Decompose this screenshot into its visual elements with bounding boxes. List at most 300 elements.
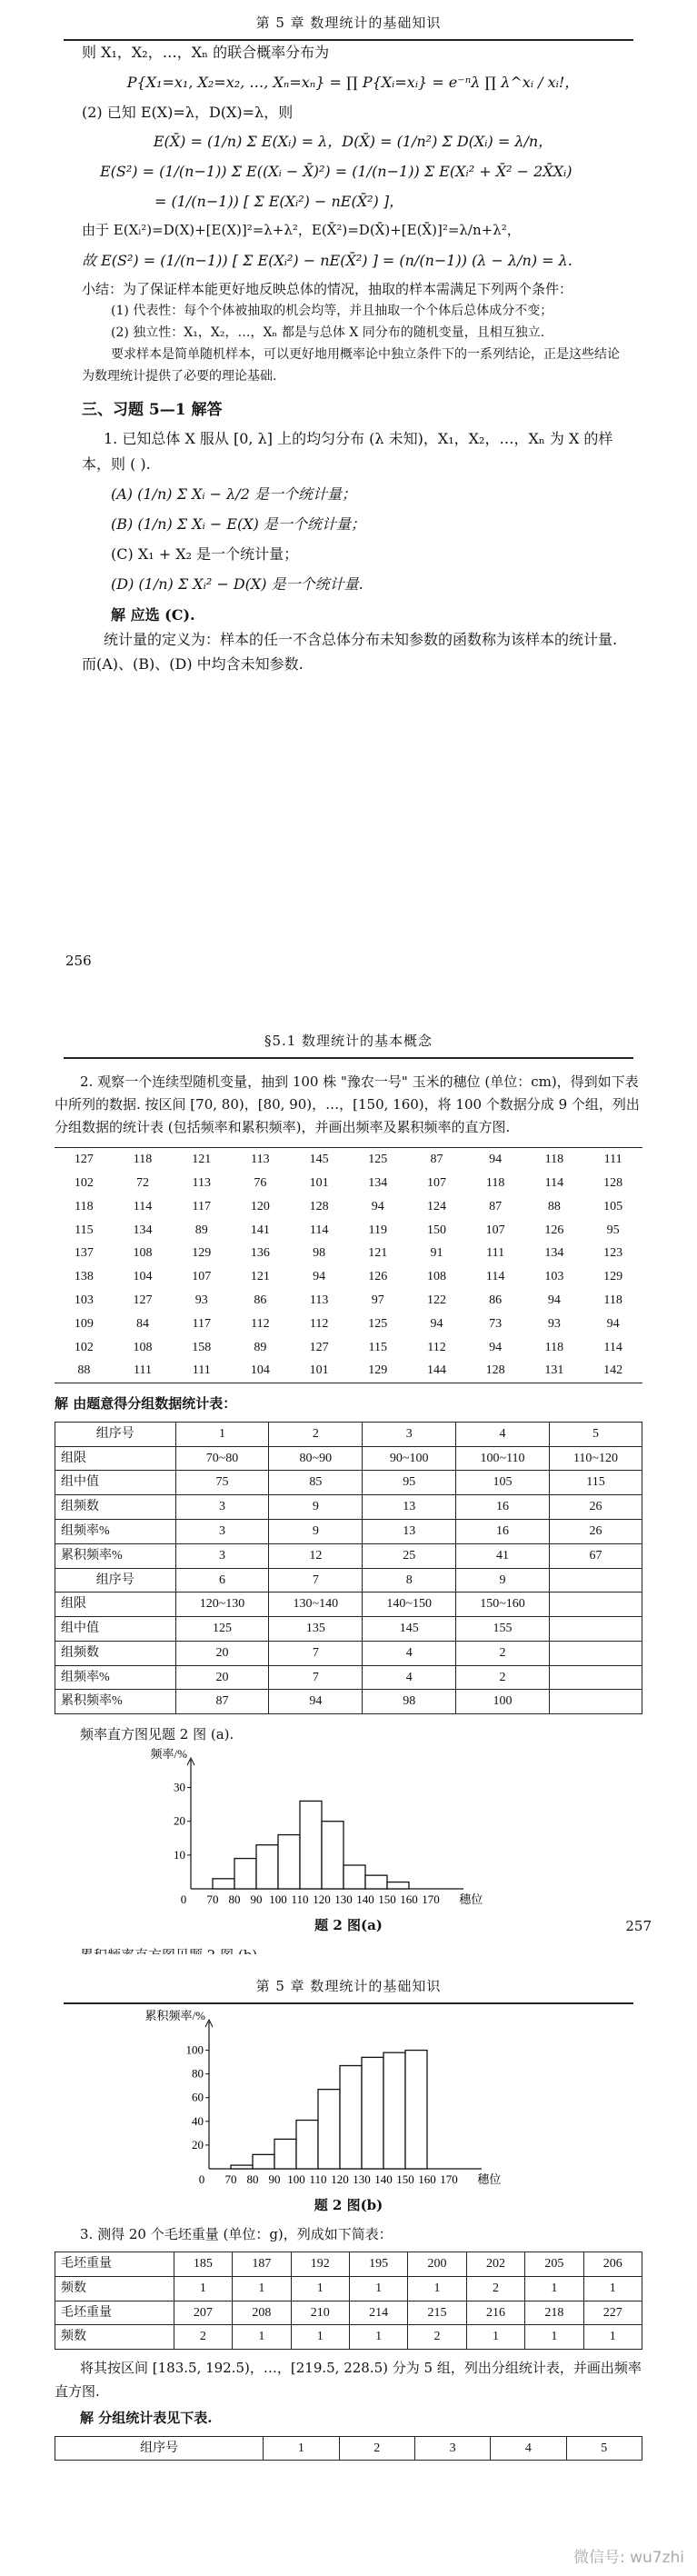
x-tick-label: 160 — [400, 1892, 418, 1906]
table-cell: 104 — [250, 1363, 270, 1378]
table-cell: 67 — [549, 1543, 642, 1568]
histogram-bar — [213, 1879, 234, 1889]
table-cell: 117 — [192, 1316, 211, 1331]
table-cell: 113 — [251, 1153, 270, 1167]
x-tick-label: 100 — [287, 2172, 305, 2186]
table-cell: 158 — [192, 1340, 212, 1354]
table-header-cell: 4 — [456, 1422, 550, 1446]
table-header-cell — [549, 1568, 642, 1593]
table-header-cell: 9 — [456, 1568, 550, 1593]
page-body — [82, 40, 624, 676]
hist-intro: 频率直方图见题 2 图 (a). — [80, 1726, 234, 1743]
table-cell: 145 — [363, 1617, 456, 1642]
table-cell: 214 — [349, 2301, 407, 2325]
table-cell: 108 — [426, 1270, 446, 1284]
table-row — [55, 1543, 642, 1568]
table-cell: 94 — [489, 1153, 503, 1167]
table-cell: 84 — [136, 1316, 150, 1331]
table-cell: 组中值 — [55, 1471, 176, 1495]
table-header-cell: 6 — [175, 1568, 269, 1593]
table-cell: 13 — [363, 1519, 456, 1543]
y-tick-label: 60 — [192, 2090, 204, 2104]
table-row — [55, 1242, 642, 1265]
x-tick-label: 170 — [422, 1892, 440, 1906]
table-cell: 94 — [547, 1293, 561, 1308]
table-cell: 100~110 — [456, 1446, 550, 1471]
table-cell: 121 — [368, 1246, 388, 1261]
formula-es2: E(S²) = (1/(n−1)) Σ E((Xᵢ − X̄)²) = (1/(n−1)) Σ E(Xᵢ² + X̄² − 2X̄Xᵢ) — [100, 162, 573, 180]
histogram-bar — [300, 1801, 322, 1889]
histogram-bar — [278, 1834, 300, 1888]
table-cell: 108 — [133, 1340, 153, 1354]
table-cell: 86 — [254, 1293, 267, 1308]
x-tick-label: 130 — [334, 1892, 353, 1906]
table-header-cell: 3 — [414, 2436, 490, 2461]
y-tick-label: 20 — [174, 1813, 185, 1828]
table-cell: 95 — [363, 1471, 456, 1495]
table-row — [55, 1471, 642, 1495]
table-cell: 115 — [75, 1223, 94, 1237]
table-header-cell: 2 — [269, 1422, 363, 1446]
table-cell: 195 — [349, 2252, 407, 2277]
page-256 — [0, 0, 697, 1000]
table-cell: 2 — [174, 2325, 232, 2350]
table-row — [55, 2252, 642, 2277]
raw-data-table — [55, 1147, 642, 1383]
histogram-bar — [234, 1858, 256, 1888]
table-cell — [549, 1641, 642, 1665]
table-cell: 9 — [269, 1495, 363, 1520]
table-cell: 125 — [368, 1316, 388, 1331]
table-cell: 131 — [544, 1363, 564, 1378]
table-header-row — [55, 2436, 642, 2461]
table-cell: 107 — [426, 1176, 446, 1191]
formula-joint-prob: P{X₁=x₁, X₂=x₂, …, Xₙ=xₙ} = ∏ P{Xᵢ=xᵢ} = e⁻ⁿλ ∏ λ^xᵢ / xᵢ!， — [126, 74, 580, 92]
y-axis-label: 累积频率/% — [144, 2009, 205, 2022]
table-cell: 26 — [549, 1519, 642, 1543]
table-cell: 128 — [603, 1176, 623, 1191]
answer-1: 解 应选 (C). — [111, 605, 195, 624]
histogram-bar — [387, 1882, 409, 1888]
table-cell: 76 — [254, 1176, 267, 1191]
table-cell: 88 — [77, 1363, 91, 1378]
table-header-cell: 组序号 — [55, 2436, 264, 2461]
question-2: 2. 观察一个连续型随机变量，抽到 100 株 "豫农一号" 玉米的穗位 (单位：cm)，得到如下表中所列的数据. 按区间 [70, 80)，[80, 90)，…，[150, 160)，将 100 个数据分成 9 个组，列出分组数据的统计表 (包括频率和累积频率)，并画出频率及累积频率的直方图. — [55, 1073, 640, 1135]
table-cell: 3 — [175, 1543, 269, 1568]
option-c: (C) X₁ + X₂ 是一个统计量； — [111, 545, 299, 564]
table-cell: 1 — [525, 2276, 583, 2301]
histogram-bar — [231, 2165, 253, 2169]
table-cell: 频数 — [55, 2276, 174, 2301]
weight-table — [55, 2252, 642, 2350]
page-number: 257 — [625, 1918, 652, 1934]
table-cell: 1 — [583, 2276, 642, 2301]
x-tick-label: 140 — [374, 2172, 393, 2186]
x-tick-label: 90 — [268, 2172, 281, 2186]
x-tick-label: 120 — [313, 1892, 331, 1906]
table-cell: 121 — [250, 1270, 270, 1284]
y-tick-label: 30 — [174, 1780, 185, 1794]
formula-result: 故 E(S²) = (1/(n−1)) [ Σ E(Xᵢ²) − nE(X̄²) ] = (n/(n−1)) (λ − λ/n) = λ. — [82, 251, 573, 269]
histogram-b — [144, 2009, 536, 2194]
y-tick-label: 100 — [185, 2042, 204, 2057]
table-cell — [549, 1593, 642, 1617]
table-cell: 134 — [368, 1176, 388, 1191]
table-cell: 1 — [174, 2276, 232, 2301]
table-cell: 2 — [456, 1641, 550, 1665]
table-row — [55, 1617, 642, 1642]
table-cell: 128 — [309, 1199, 329, 1213]
table-cell: 125 — [368, 1153, 388, 1167]
table-cell: 累积频率% — [55, 1690, 176, 1714]
table-cell: 2 — [456, 1665, 550, 1690]
table-cell: 113 — [192, 1176, 211, 1191]
table-cell: 89 — [194, 1223, 208, 1237]
table-cell: 215 — [408, 2301, 466, 2325]
x-tick-label: 90 — [250, 1892, 263, 1906]
table-cell: 4 — [363, 1641, 456, 1665]
table-cell: 3 — [175, 1495, 269, 1520]
histogram-a — [136, 1746, 483, 1914]
histogram-bar — [256, 1844, 278, 1888]
table-cell: 100 — [456, 1690, 550, 1714]
table-cell: 73 — [489, 1316, 503, 1331]
table-cell: 137 — [74, 1246, 94, 1261]
section-heading: 三、习题 5—1 解答 — [82, 400, 223, 419]
option-a: (A) (1/n) Σ Xᵢ − λ/2 是一个统计量； — [111, 484, 356, 503]
table-cell: 208 — [233, 2301, 291, 2325]
table-cell: 87 — [175, 1690, 269, 1714]
table-header-cell: 组序号 — [55, 1422, 176, 1446]
histogram-bar — [383, 2052, 405, 2169]
table-cell: 组频数 — [55, 1495, 176, 1520]
table-cell: 205 — [525, 2252, 583, 2277]
histogram-bar — [296, 2121, 318, 2169]
summary-item: (2) 独立性：X₁，X₂，…，Xₙ 都是与总体 X 同分布的随机变量，且相互独立. — [111, 325, 545, 341]
table-cell: 组频率% — [55, 1519, 176, 1543]
y-tick-label: 80 — [192, 2066, 204, 2081]
table-cell: 组频率% — [55, 1665, 176, 1690]
grouped-table-partial — [55, 2436, 642, 2461]
histogram-bar — [274, 2139, 296, 2169]
table-cell: 86 — [489, 1293, 503, 1308]
table-cell: 98 — [313, 1246, 326, 1261]
table-cell: 4 — [363, 1665, 456, 1690]
table-cell: 206 — [583, 2252, 642, 2277]
explanation-1: 统计量的定义为：样本的任一不含总体分布未知参数的函数称为该样本的统计量. 而(A)、(B)、(D) 中均含未知参数. — [82, 630, 618, 673]
page-body — [55, 1071, 642, 1968]
summary-text: 要求样本是简单随机样本，可以更好地用概率论中独立条件下的一系列结论，正是这些结论为数理统计提供了必要的理论基础. — [82, 346, 620, 384]
solution-3: 解 分组统计表见下表. — [80, 2410, 213, 2427]
table-cell: 12 — [269, 1543, 363, 1568]
question-3-cont: 将其按区间 [183.5, 192.5)，…，[219.5, 228.5) 分为 5 组，列出分组统计表，并画出频率直方图. — [55, 2360, 642, 2400]
text-line: 则 X₁，X₂，…，Xₙ 的联合概率分布为 — [82, 44, 330, 61]
table-cell: 41 — [456, 1543, 550, 1568]
question-3: 3. 测得 20 个毛坯重量 (单位：g)，列成如下简表： — [80, 2225, 393, 2242]
table-cell: 120~130 — [175, 1593, 269, 1617]
table-cell: 138 — [74, 1270, 94, 1284]
running-header: §5.1 数理统计的基本概念 — [264, 1033, 433, 1049]
running-header: 第 5 章 数理统计的基础知识 — [255, 1978, 442, 1994]
table-cell: 126 — [368, 1270, 388, 1284]
question-1: 1. 已知总体 X 服从 [0, λ] 上的均匀分布 (λ 未知)，X₁，X₂，…，Xₙ 为 X 的样本，则 ( ). — [82, 430, 613, 473]
histogram-bar — [253, 2154, 274, 2169]
table-cell: 126 — [544, 1223, 564, 1237]
table-cell: 192 — [291, 2252, 349, 2277]
table-cell: 115 — [549, 1471, 642, 1495]
table-cell: 187 — [233, 2252, 291, 2277]
table-cell: 组限 — [55, 1593, 176, 1617]
table-header-cell: 7 — [269, 1568, 363, 1593]
histogram-bar — [405, 2051, 427, 2169]
table-cell: 102 — [74, 1340, 94, 1354]
table-row — [55, 1219, 642, 1243]
table-cell: 1 — [291, 2325, 349, 2350]
table-cell: 120 — [250, 1199, 270, 1213]
table-cell: 122 — [426, 1293, 446, 1308]
table-cell: 90~100 — [363, 1446, 456, 1471]
table-cell: 118 — [544, 1340, 564, 1354]
table-cell: 101 — [309, 1176, 329, 1191]
table-cell: 202 — [466, 2252, 524, 2277]
solution-2: 解 由题意得分组数据统计表： — [55, 1395, 237, 1413]
table-cell: 80~90 — [269, 1446, 363, 1471]
table-cell: 127 — [74, 1153, 94, 1167]
table-cell: 113 — [309, 1293, 329, 1308]
table-row — [55, 1289, 642, 1313]
table-cell: 94 — [489, 1340, 503, 1354]
figure-caption-a: 题 2 图(a) — [314, 1916, 383, 1933]
table-cell: 98 — [363, 1690, 456, 1714]
x-tick-label: 140 — [356, 1892, 374, 1906]
histogram-bar — [340, 2066, 362, 2169]
formula-es2-cont: = (1/(n−1)) [ Σ E(Xᵢ²) − nE(X̄²) ]， — [154, 192, 404, 210]
x-tick-label: 120 — [331, 2172, 349, 2186]
table-cell: 129 — [368, 1363, 388, 1378]
header-rule — [64, 2002, 633, 2004]
table-cell: 114 — [603, 1340, 622, 1354]
table-cell: 207 — [174, 2301, 232, 2325]
table-cell: 1 — [349, 2325, 407, 2350]
table-cell: 111 — [134, 1363, 153, 1378]
table-cell: 101 — [309, 1363, 329, 1378]
table-row — [55, 1359, 642, 1383]
header-rule — [64, 1057, 633, 1059]
table-cell: 1 — [233, 2276, 291, 2301]
table-cell: 127 — [309, 1340, 329, 1354]
table-cell: 111 — [192, 1363, 211, 1378]
table-cell: 210 — [291, 2301, 349, 2325]
x-tick-label: 0 — [180, 1892, 187, 1906]
table-cell: 114 — [485, 1270, 505, 1284]
table-cell: 118 — [544, 1153, 564, 1167]
table-cell: 112 — [427, 1340, 446, 1354]
table-cell: 94 — [313, 1270, 326, 1284]
table-row — [55, 2301, 642, 2325]
table-cell: 7 — [269, 1641, 363, 1665]
table-cell: 142 — [603, 1363, 623, 1378]
x-tick-label: 110 — [291, 1892, 309, 1906]
table-row — [55, 1336, 642, 1360]
table-header-row — [55, 1422, 642, 1446]
table-cell: 134 — [133, 1223, 153, 1237]
table-row — [55, 1195, 642, 1219]
table-cell: 13 — [363, 1495, 456, 1520]
table-cell: 117 — [192, 1199, 211, 1213]
summary-text: 小结：为了保证样本能更好地反映总体的情况，抽取的样本需满足下列两个条件： — [82, 280, 573, 297]
table-cell: 频数 — [55, 2325, 174, 2350]
table-cell: 25 — [363, 1543, 456, 1568]
table-cell: 185 — [174, 2252, 232, 2277]
histogram-bar — [362, 2057, 383, 2169]
y-tick-label: 10 — [174, 1847, 185, 1862]
table-cell: 组频数 — [55, 1641, 176, 1665]
table-header-cell: 4 — [491, 2436, 566, 2461]
table-header-cell: 5 — [549, 1422, 642, 1446]
table-cell: 75 — [175, 1471, 269, 1495]
table-cell: 16 — [456, 1495, 550, 1520]
table-cell: 118 — [603, 1293, 622, 1308]
table-cell: 88 — [547, 1199, 561, 1213]
x-tick-label: 100 — [269, 1892, 287, 1906]
histogram-bar — [318, 2090, 340, 2169]
table-cell: 118 — [485, 1176, 505, 1191]
table-cell: 93 — [547, 1316, 561, 1331]
table-cell: 9 — [269, 1519, 363, 1543]
table-row — [55, 1690, 642, 1714]
table-cell: 94 — [269, 1690, 363, 1714]
table-cell: 150 — [426, 1223, 446, 1237]
page-258 — [0, 1954, 697, 2576]
table-cell: 72 — [136, 1176, 150, 1191]
table-cell: 136 — [250, 1246, 270, 1261]
table-row — [55, 1519, 642, 1543]
table-cell: 103 — [74, 1293, 94, 1308]
table-cell: 2 — [408, 2325, 466, 2350]
table-cell: 毛坯重量 — [55, 2301, 174, 2325]
running-header: 第 5 章 数理统计的基础知识 — [255, 15, 442, 31]
table-cell: 93 — [194, 1293, 208, 1308]
table-cell: 70~80 — [175, 1446, 269, 1471]
histogram-bar — [365, 1875, 387, 1889]
table-cell: 1 — [408, 2276, 466, 2301]
table-row — [55, 2276, 642, 2301]
table-cell: 118 — [75, 1199, 94, 1213]
table-cell: 125 — [175, 1617, 269, 1642]
x-tick-label: 170 — [440, 2172, 458, 2186]
table-cell: 119 — [368, 1223, 388, 1237]
table-cell: 114 — [309, 1223, 329, 1237]
table-header-cell: 8 — [363, 1568, 456, 1593]
table-row — [55, 1148, 642, 1172]
table-cell: 135 — [269, 1617, 363, 1642]
table-cell: 87 — [430, 1153, 443, 1167]
table-cell: 2 — [466, 2276, 524, 2301]
table-cell: 组中值 — [55, 1617, 176, 1642]
table-cell: 110~120 — [549, 1446, 642, 1471]
table-header-cell: 3 — [363, 1422, 456, 1446]
table-row — [55, 1495, 642, 1520]
table-cell: 7 — [269, 1665, 363, 1690]
table-cell: 114 — [544, 1176, 564, 1191]
table-cell: 155 — [456, 1617, 550, 1642]
table-cell: 1 — [233, 2325, 291, 2350]
table-cell: 124 — [426, 1199, 446, 1213]
x-axis-label: 穗位 — [459, 1892, 483, 1906]
table-cell: 127 — [133, 1293, 153, 1308]
table-cell: 112 — [309, 1316, 329, 1331]
table-row — [55, 1665, 642, 1690]
table-row — [55, 1172, 642, 1195]
grouped-stats-table — [55, 1422, 642, 1715]
table-cell: 1 — [525, 2325, 583, 2350]
table-cell: 89 — [254, 1340, 267, 1354]
table-header-cell: 1 — [175, 1422, 269, 1446]
table-row — [55, 1446, 642, 1471]
y-axis-label: 频率/% — [150, 1746, 187, 1761]
table-cell: 111 — [603, 1153, 622, 1167]
table-header-row — [55, 1568, 642, 1593]
x-tick-label: 0 — [198, 2172, 205, 2186]
table-cell: 109 — [74, 1316, 94, 1331]
table-cell: 118 — [133, 1153, 153, 1167]
summary-item: (1) 代表性：每个个体被抽取的机会均等，并且抽取一个个体后总体成分不变； — [111, 304, 553, 319]
formula-expectation: E(X̄) = (1/n) Σ E(Xᵢ) = λ，D(X̄) = (1/n²) Σ D(Xᵢ) = λ/n， — [153, 132, 553, 150]
table-cell: 104 — [133, 1270, 153, 1284]
table-cell: 111 — [486, 1246, 505, 1261]
histogram-bar — [322, 1821, 344, 1888]
option-d: (D) (1/n) Σ Xᵢ² − D(X) 是一个统计量. — [111, 575, 363, 594]
table-cell: 114 — [133, 1199, 153, 1213]
table-header-cell: 2 — [339, 2436, 414, 2461]
page-body — [55, 2009, 642, 2461]
table-cell: 128 — [485, 1363, 505, 1378]
table-cell: 105 — [456, 1471, 550, 1495]
table-cell: 130~140 — [269, 1593, 363, 1617]
table-cell: 1 — [466, 2325, 524, 2350]
table-row — [55, 1265, 642, 1289]
x-tick-label: 150 — [396, 2172, 414, 2186]
page-257 — [0, 1000, 697, 1954]
watermark: 微信号: wu7zhi — [573, 2549, 684, 2567]
x-tick-label: 70 — [206, 1892, 219, 1906]
table-row — [55, 1593, 642, 1617]
table-cell: 105 — [603, 1199, 623, 1213]
table-cell — [549, 1617, 642, 1642]
table-cell: 1 — [349, 2276, 407, 2301]
table-cell: 毛坯重量 — [55, 2252, 174, 2277]
table-cell: 145 — [309, 1153, 329, 1167]
table-cell: 141 — [250, 1223, 270, 1237]
table-cell: 95 — [606, 1223, 620, 1237]
table-cell: 218 — [525, 2301, 583, 2325]
x-tick-label: 130 — [353, 2172, 371, 2186]
table-cell: 103 — [544, 1270, 564, 1284]
table-row — [55, 1313, 642, 1336]
table-cell: 94 — [430, 1316, 443, 1331]
x-tick-label: 80 — [228, 1892, 241, 1906]
table-cell: 累积频率% — [55, 1543, 176, 1568]
table-cell: 144 — [426, 1363, 446, 1378]
table-cell: 87 — [489, 1199, 503, 1213]
table-cell: 102 — [74, 1176, 94, 1191]
table-header-cell: 1 — [264, 2436, 339, 2461]
table-cell: 140~150 — [363, 1593, 456, 1617]
x-tick-label: 80 — [246, 2172, 259, 2186]
text-line: 由于 E(Xᵢ²)=D(X)+[E(X)]²=λ+λ²，E(X̄²)=D(X̄)+[E(X̄)]²=λ/n+λ²， — [82, 222, 521, 239]
table-cell — [549, 1665, 642, 1690]
table-cell: 107 — [192, 1270, 212, 1284]
